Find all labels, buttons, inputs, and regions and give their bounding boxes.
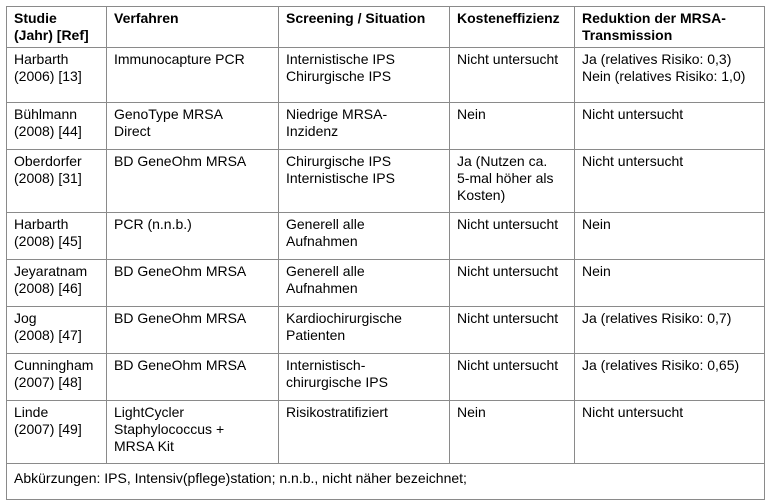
- cell-method: PCR (n.n.b.): [107, 213, 279, 260]
- cell-screening: Chirurgische IPS Internistische IPS: [279, 150, 450, 213]
- cell-study: Oberdorfer (2008) [31]: [7, 150, 107, 213]
- header-study: Studie (Jahr) [Ref]: [7, 7, 107, 48]
- header-row: [7, 7, 765, 48]
- cell-study: Jeyaratnam (2008) [46]: [7, 260, 107, 307]
- cell-study: Cunningham (2007) [48]: [7, 354, 107, 401]
- table-row: [7, 150, 765, 213]
- header-method: Verfahren: [107, 7, 279, 48]
- cell-cost: Nicht untersucht: [450, 354, 575, 401]
- cell-cost: Ja (Nutzen ca. 5-mal höher als Kosten): [450, 150, 575, 213]
- cell-method: GenoType MRSA Direct: [107, 103, 279, 150]
- cell-reduction: Nicht untersucht: [575, 401, 765, 464]
- cell-cost: Nein: [450, 103, 575, 150]
- cell-study: Harbarth (2008) [45]: [7, 213, 107, 260]
- cell-reduction: Ja (relatives Risiko: 0,7): [575, 307, 765, 354]
- cell-study: Jog (2008) [47]: [7, 307, 107, 354]
- abbreviations-footnote: Abkürzungen: IPS, Intensiv(pflege)station; n.n.b., nicht näher bezeichnet;: [7, 464, 765, 500]
- table-row: [7, 401, 765, 464]
- table-row: [7, 307, 765, 354]
- cell-cost: Nicht untersucht: [450, 260, 575, 307]
- cell-cost: Nein: [450, 401, 575, 464]
- cell-reduction: Ja (relatives Risiko: 0,65): [575, 354, 765, 401]
- cell-screening: Generell alle Aufnahmen: [279, 213, 450, 260]
- cell-cost: Nicht untersucht: [450, 213, 575, 260]
- cell-study: Harbarth (2006) [13]: [7, 48, 107, 103]
- table-row: [7, 48, 765, 103]
- table-row: [7, 354, 765, 401]
- cell-screening: Kardiochirurgische Patienten: [279, 307, 450, 354]
- cell-method: BD GeneOhm MRSA: [107, 307, 279, 354]
- cell-reduction: Ja (relatives Risiko: 0,3) Nein (relatives Risiko: 1,0): [575, 48, 765, 103]
- cell-screening: Internistisch- chirurgische IPS: [279, 354, 450, 401]
- cell-screening: Niedrige MRSA- Inzidenz: [279, 103, 450, 150]
- cell-reduction: Nicht untersucht: [575, 150, 765, 213]
- mrsa-screening-table: [6, 6, 765, 500]
- header-screening: Screening / Situation: [279, 7, 450, 48]
- cell-method: BD GeneOhm MRSA: [107, 260, 279, 307]
- cell-study: Bühlmann (2008) [44]: [7, 103, 107, 150]
- cell-cost: Nicht untersucht: [450, 48, 575, 103]
- cell-screening: Internistische IPS Chirurgische IPS: [279, 48, 450, 103]
- table-row: [7, 103, 765, 150]
- header-cost-efficiency: Kosteneffizienz: [450, 7, 575, 48]
- cell-reduction: Nicht untersucht: [575, 103, 765, 150]
- footnote-row: [7, 464, 765, 500]
- cell-method: BD GeneOhm MRSA: [107, 354, 279, 401]
- cell-cost: Nicht untersucht: [450, 307, 575, 354]
- cell-screening: Generell alle Aufnahmen: [279, 260, 450, 307]
- cell-method: BD GeneOhm MRSA: [107, 150, 279, 213]
- cell-method: Immunocapture PCR: [107, 48, 279, 103]
- cell-reduction: Nein: [575, 260, 765, 307]
- cell-screening: Risikostratifiziert: [279, 401, 450, 464]
- header-mrsa-transmission-reduction: Reduktion der MRSA- Transmission: [575, 7, 765, 48]
- cell-study: Linde (2007) [49]: [7, 401, 107, 464]
- cell-reduction: Nein: [575, 213, 765, 260]
- cell-method: LightCycler Staphylococcus + MRSA Kit: [107, 401, 279, 464]
- table-row: [7, 213, 765, 260]
- table-row: [7, 260, 765, 307]
